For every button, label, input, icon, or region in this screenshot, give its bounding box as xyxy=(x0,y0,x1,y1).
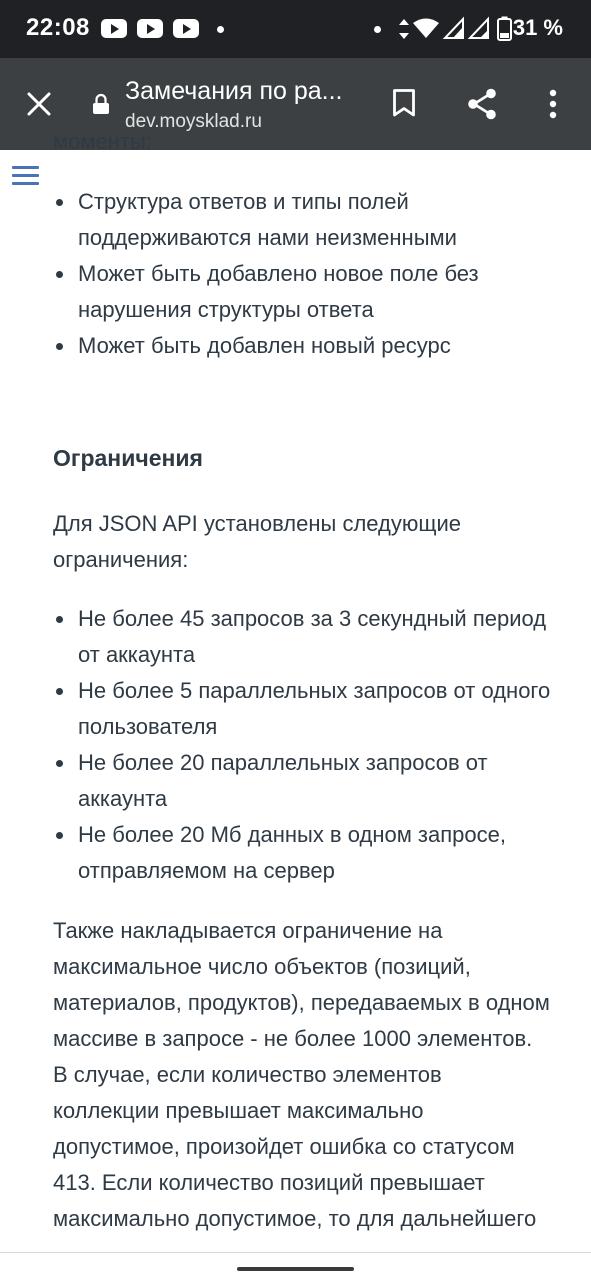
list-item: Может быть добавлено новое поле без нарушения структуры ответа xyxy=(53,256,553,328)
compatibility-list xyxy=(53,184,553,364)
navigation-bar xyxy=(0,1252,591,1281)
status-bar xyxy=(0,0,591,58)
page-title[interactable]: Замечания по ра... xyxy=(125,77,343,105)
cut-off-text: моменты: xyxy=(53,129,152,154)
wifi-icon xyxy=(412,17,440,39)
status-time: 22:08 xyxy=(26,14,90,41)
home-gesture-handle[interactable] xyxy=(237,1267,354,1271)
svg-text:4: 4 xyxy=(430,30,435,39)
list-item: Может быть добавлен новый ресурс xyxy=(53,328,553,364)
signal-icon xyxy=(469,18,489,39)
bookmark-icon[interactable] xyxy=(392,88,416,118)
more-notifications-dot-icon xyxy=(217,26,224,33)
share-icon[interactable] xyxy=(466,87,498,121)
limits-paragraph: Также накладывается ограничение на максимальное число объектов (позиций, материалов, продуктов), передаваемых в одном массиве в запросе - не более 1000 элементов. В случае, если количество элементов коллекции превышает максимально допустимое, произойдет ошибка со статусом 413. Если количество позиций превышает максимально допустимое, то для дальнейшего xyxy=(53,918,550,1231)
status-dot-icon xyxy=(374,26,381,33)
lock-icon[interactable] xyxy=(92,93,110,115)
list-item: Не более 5 параллельных запросов от одного пользователя xyxy=(53,673,553,745)
list-item: Не более 20 Мб данных в одном запросе, отправляемом на сервер xyxy=(53,817,553,889)
more-vert-icon[interactable] xyxy=(548,89,558,119)
youtube-icon xyxy=(173,19,199,38)
section-heading: Ограничения xyxy=(53,445,203,471)
battery-percent: 31 % xyxy=(512,15,563,40)
intro-paragraph: Для JSON API установлены следующие ограничения: xyxy=(53,511,461,572)
list-item: Не более 20 параллельных запросов от аккаунта xyxy=(53,745,553,817)
limits-list xyxy=(53,601,553,889)
list-item: Структура ответов и типы полей поддерживаются нами неизменными xyxy=(53,184,553,256)
page-content xyxy=(0,129,591,1260)
data-transfer-icon xyxy=(397,18,411,40)
page-url[interactable]: dev.moysklad.ru xyxy=(125,111,262,132)
youtube-icon xyxy=(101,19,127,38)
youtube-icon xyxy=(137,19,163,38)
close-icon[interactable] xyxy=(26,91,52,117)
signal-icon xyxy=(444,18,464,39)
list-item: Не более 45 запросов за 3 секундный период от аккаунта xyxy=(53,601,553,673)
battery-icon xyxy=(497,16,512,41)
menu-icon[interactable] xyxy=(12,166,39,188)
